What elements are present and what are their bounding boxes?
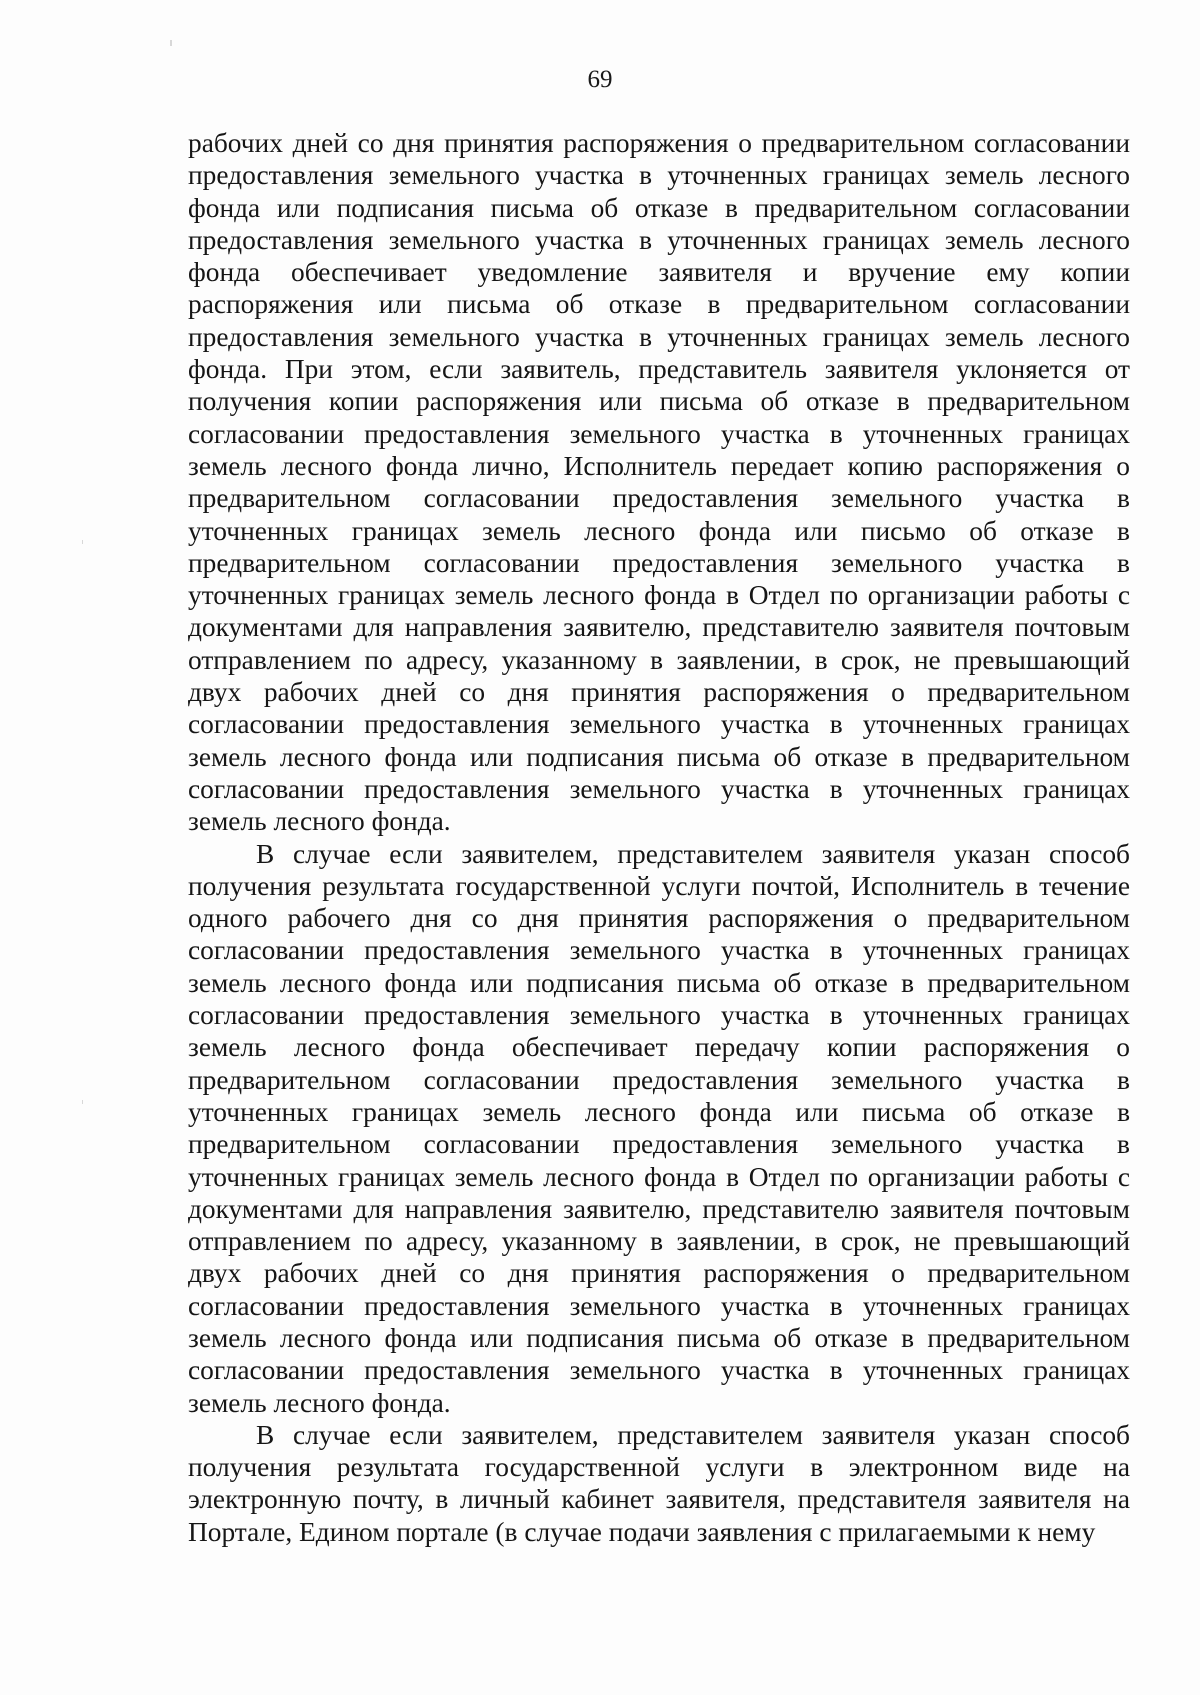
paragraph-electronic-delivery: В случае если заявителем, представителем заявителя указан способ получения результата государственной услуги в электронном виде на электронную почту, в личный кабинет заявителя, представителя заявителя на Портале, Едином портале (в случае подачи заявления с прилагаемыми к нему — [188, 1419, 1130, 1547]
paragraph-continuation: рабочих дней со дня принятия распоряжения о предварительном согласовании предоставления земельного участка в уточненных границах земель лесного фонда или подписания письма об отказе в предварительном согласовании предоставления земельного участка в уточненных границах земель лесного фонда обеспечивает уведомление заявителя и вручение ему копии распоряжения или письма об отказе в предварительном согласовании предоставления земельного участка в уточненных границах земель лесного фонда. При этом, если заявитель, представитель заявителя уклоняется от получения копии распоряжения или письма об отказе в предварительном согласовании предоставления земельного участка в уточненных границах земель лесного фонда лично, Исполнитель передает копию распоряжения о предварительном согласовании предоставления земельного участка в уточненных границах земель лесного фонда или письмо об отказе в предварительном согласовании предоставления земельного участка в уточненных границах земель лесного фонда в Отдел по организации работы с документами для направления заявителю, представителю заявителя почтовым отправлением по адресу, указанному в заявлении, в срок, не превышающий двух рабочих дней со дня принятия распоряжения о предварительном согласовании предоставления земельного участка в уточненных границах земель лесного фонда или подписания письма об отказе в предварительном согласовании предоставления земельного участка в уточненных границах земель лесного фонда. — [188, 128, 1130, 837]
scan-artifact — [82, 1100, 83, 1104]
document-body — [188, 127, 1130, 1548]
paragraph-postal-delivery: В случае если заявителем, представителем заявителя указан способ получения результата государственной услуги почтой, Исполнитель в течение одного рабочего дня со дня принятия распоряжения о предварительном согласовании предоставления земельного участка в уточненных границах земель лесного фонда или подписания письма об отказе в предварительном согласовании предоставления земельного участка в уточненных границах земель лесного фонда обеспечивает передачу копии распоряжения о предварительном согласовании предоставления земельного участка в уточненных границах земель лесного фонда или письма об отказе в предварительном согласовании предоставления земельного участка в уточненных границах земель лесного фонда в Отдел по организации работы с документами для направления заявителю, представителю заявителя почтовым отправлением по адресу, указанному в заявлении, в срок, не превышающий двух рабочих дней со дня принятия распоряжения о предварительном согласовании предоставления земельного участка в уточненных границах земель лесного фонда или подписания письма об отказе в предварительном согласовании предоставления земельного участка в уточненных границах земель лесного фонда. — [188, 838, 1130, 1418]
scan-artifact — [170, 40, 172, 46]
scan-artifact — [82, 540, 83, 544]
page-number: 69 — [587, 66, 613, 93]
